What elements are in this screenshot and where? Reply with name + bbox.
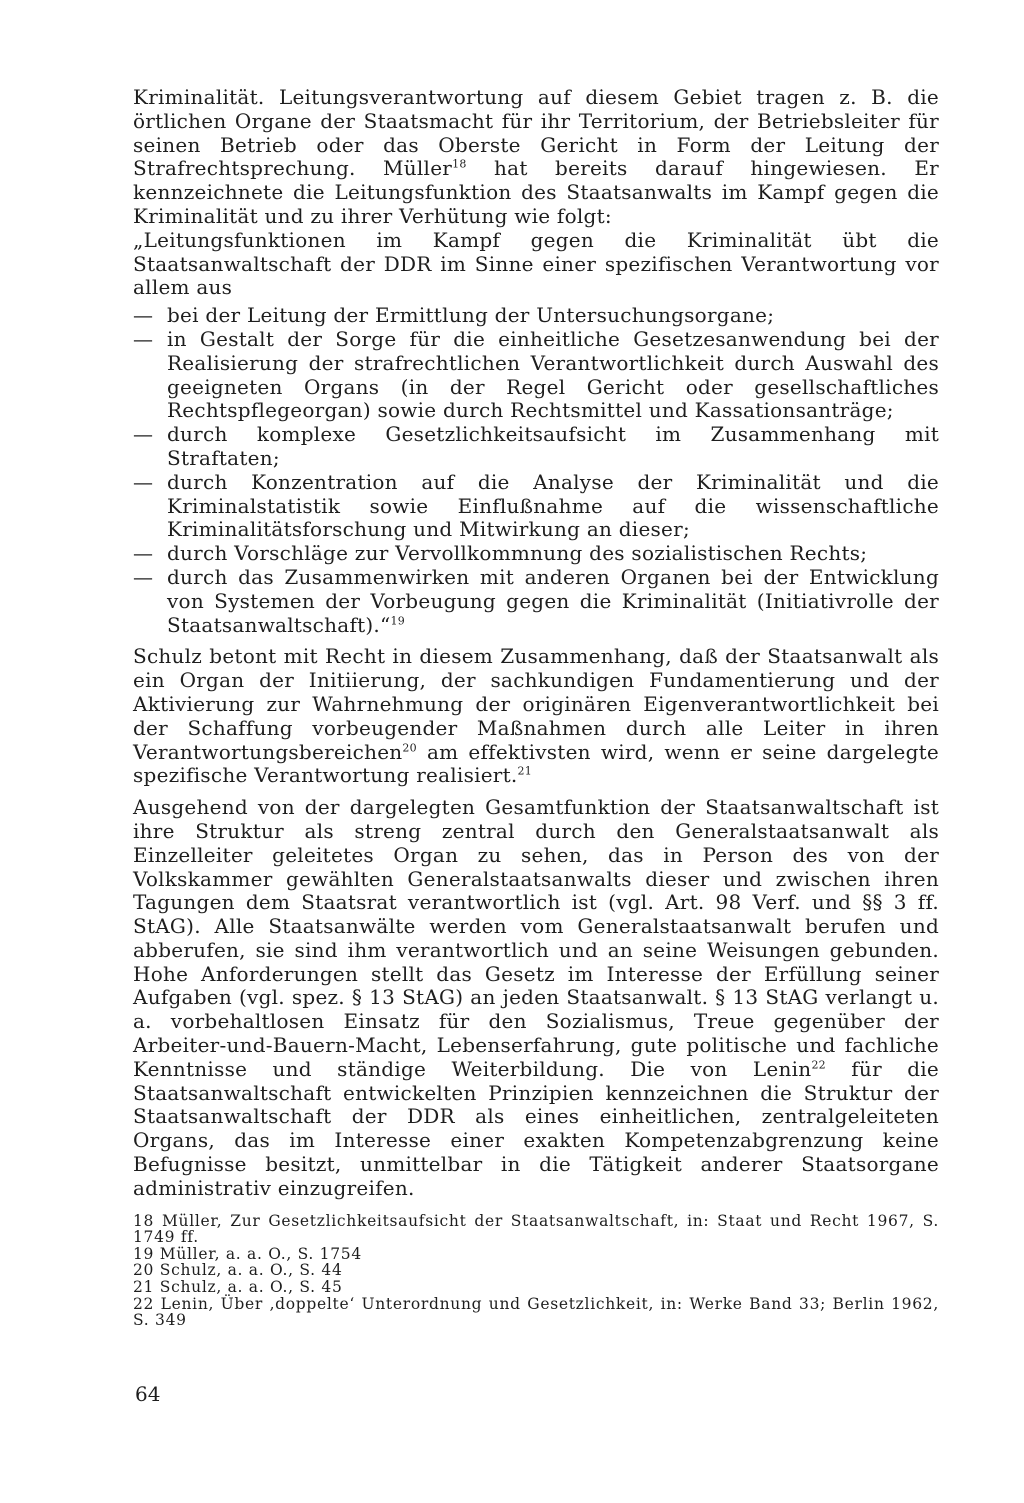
paragraph-3 [133, 796, 939, 1201]
paragraph-3-text: Ausgehend von der dargelegten Gesamtfunktion der Staatsanwaltschaft ist ihre Struktur als streng zentral durch den Generalstaatsanwalt als Einzelleiter geleitetes Organ zu sehen, das in Person des von der Volkskammer gewählten Generalstaatsanwalts dieser und zwischen ihren Tagungen dem Staatsrat verantwortlich ist (vgl. Art. 98 Verf. und §§ 3 ff. StAG). Alle Staatsanwälte werden vom Generalstaatsanwalt berufen und abberufen, sie sind ihm verantwortlich und an seine Weisungen gebunden. Hohe Anforderungen stellt das Gesetz im Interesse der Erfüllung seiner Aufgaben (vgl. spez. § 13 StAG) an jeden Staatsanwalt. § 13 StAG verlangt u. a. vorbehaltlosen Einsatz für den Sozialismus, Treue gegenüber der Arbeiter-und-Bauern-Macht, Lebenserfahrung, gute politische und fachliche Kenntnisse und ständige Weiterbildung. Die von Lenin [133, 795, 939, 1081]
list-item-text: durch komplexe Gesetzlichkeitsaufsicht im Zusammenhang mit Straftaten; [167, 422, 939, 470]
list-item [133, 566, 939, 637]
paragraph-2 [133, 645, 939, 788]
page-number: 64 [135, 1382, 161, 1406]
footnotes [133, 1213, 939, 1329]
list-item [133, 328, 939, 423]
page-body [133, 86, 939, 1329]
paragraph-2-text-tail: am effektivsten wird, wenn er seine dargelegte spezifische Verantwortung realisiert. [133, 739, 939, 788]
list-item-text [167, 566, 939, 637]
paragraph-1-text-tail: hat bereits darauf hingewiesen. Er kennzeichnete die Leitungsfunktion des Staatsanwalts im Kampf gegen die Kriminalität und zu ihrer Verhütung wie folgt: [133, 156, 939, 228]
dash-marker: — [133, 422, 154, 447]
list-item-text: durch Konzentration auf die Analyse der Kriminalität und die Kriminalstatistik sowie Einflußnahme auf die wissenschaftliche Kriminalitätsforschung und Mitwirkung an dieser; [167, 469, 939, 542]
footnote-ref-22[interactable]: 22 [811, 1058, 826, 1072]
footnote-20: 20 Schulz, a. a. O., S. 44 [133, 1261, 343, 1280]
list-item [133, 423, 939, 471]
quote-intro: „Leitungsfunktionen im Kampf gegen die Kriminalität übt die Staatsanwaltschaft der DDR im Sinne einer spezifischen Verantwortung vor allem aus [133, 227, 939, 300]
footnote-ref-19[interactable]: 19 [390, 613, 406, 627]
paragraph-2-text: Schulz betont mit Recht in diesem Zusammenhang, daß der Staatsanwalt als ein Organ der Initiierung, der sachkundigen Fundamentierung und der Aktivierung zur Wahrnehmung der originären Eigenverantwortlichkeit bei der Schaffung vorbeugender Maßnahmen durch alle Leiter in ihren Verantwortungsbereichen [133, 644, 939, 764]
list-item-text: bei der Leitung der Ermittlung der Untersuchungsorgane; [167, 303, 775, 328]
dash-marker: — [133, 469, 154, 494]
list-item [133, 471, 939, 542]
list-item-text-content: durch das Zusammenwirken mit anderen Organen bei der Entwicklung von Systemen der Vorbeugung gegen die Kriminalität (Initiativrolle der Staatsanwaltschaft).“ [167, 564, 939, 637]
footnote-ref-21[interactable]: 21 [517, 764, 533, 778]
list-item [133, 542, 939, 566]
footnote-22: 22 Lenin, Über ‚doppelte‘ Unterordnung und Gesetzlichkeit, in: Werke Band 33; Berlin 1962, S. 349 [133, 1294, 939, 1330]
list-item-text: in Gestalt der Sorge für die einheitliche Gesetzesanwendung bei der Realisierung der strafrechtlichen Verantwortlichkeit durch Auswahl des geeigneten Organs (in der Regel Gericht oder gesellschaftliches Rechtspflegeorgan) sowie durch Rechtsmittel und Kassationsanträge; [167, 326, 939, 423]
dash-marker: — [133, 564, 154, 589]
dash-marker: — [133, 326, 154, 351]
dash-marker: — [133, 541, 154, 566]
list-item [133, 304, 939, 328]
list-item-text: durch Vorschläge zur Vervollkommnung des sozialistischen Rechts; [167, 541, 868, 566]
paragraph-1-text: Kriminalität. Leitungsverantwortung auf diesem Gebiet tragen z. B. die örtlichen Organe der Staatsmacht für ihr Territorium, der Betriebsleiter für seinen Betrieb oder das Oberste Gericht in Form der Leitung der Strafrechtsprechung. Müller [133, 85, 939, 181]
paragraph-3-text-tail: für die Staatsanwaltschaft entwickelten Prinzipien kennzeichnen die Struktur der Staatsanwaltschaft der DDR als eines einheitlichen, zentralgeleiteten Organs, das im Interesse einer exakten Kompetenzabgrenzung keine Befugnisse besitzt, unmittelbar in die Tätigkeit anderer Staatsorgane administrativ einzugreifen. [133, 1056, 940, 1200]
dash-marker: — [133, 303, 154, 328]
paragraph-1 [133, 86, 939, 229]
footnote-ref-20[interactable]: 20 [402, 740, 417, 754]
quote-bullet-list [133, 304, 939, 637]
footnote-ref-18[interactable]: 18 [452, 157, 467, 171]
footnote-21: 21 Schulz, a. a. O., S. 45 [133, 1278, 343, 1297]
footnote-19: 19 Müller, a. a. O., S. 1754 [133, 1244, 362, 1263]
footnote-18: 18 Müller, Zur Gesetzlichkeitsaufsicht der Staatsanwaltschaft, in: Staat und Recht 1967, S. 1749 ff. [133, 1211, 939, 1247]
